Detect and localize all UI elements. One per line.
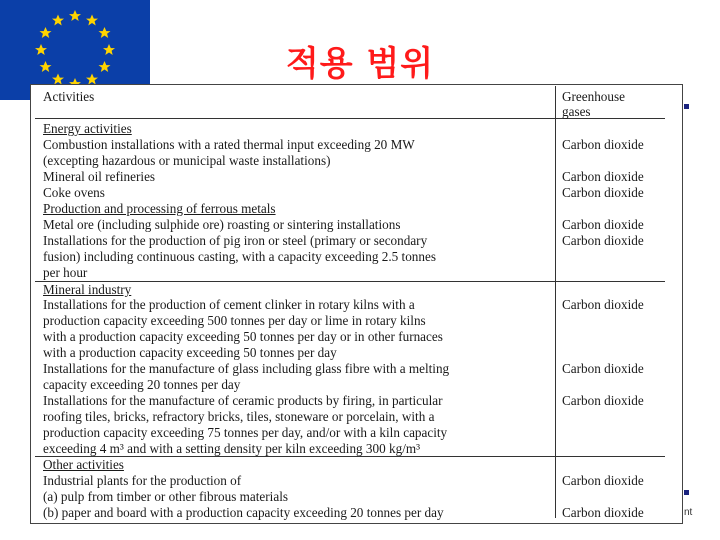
table-line: roofing tiles, bricks, refractory bricks, tiles, stoneware or porcelain, with a bbox=[43, 409, 435, 424]
bullet-icon bbox=[684, 104, 689, 109]
column-divider bbox=[555, 86, 556, 518]
gas-cell: Carbon dioxide bbox=[562, 217, 644, 232]
table-line: Installations for the production of cement clinker in rotary kilns with a bbox=[43, 297, 415, 312]
stray-text: nt bbox=[684, 507, 693, 518]
gas-cell: Carbon dioxide bbox=[562, 361, 644, 376]
header-activities: Activities bbox=[43, 89, 95, 104]
section-heading-energy: Energy activities bbox=[43, 121, 132, 136]
table-line: Installations for the production of pig iron or steel (primary or secondary bbox=[43, 233, 428, 248]
table-line: production capacity exceeding 75 tonnes per day, and/or with a kiln capacity bbox=[43, 425, 448, 440]
table-line: Installations for the manufacture of ceramic products by firing, in particular bbox=[43, 393, 443, 408]
table-line: Metal ore (including sulphide ore) roasting or sintering installations bbox=[43, 217, 401, 232]
gas-cell: Carbon dioxide bbox=[562, 169, 644, 184]
table-line: with a production capacity exceeding 50 tonnes per day or in other furnaces bbox=[43, 329, 443, 344]
subsection-heading-ferrous: Production and processing of ferrous metals bbox=[43, 201, 276, 216]
table-line: (b) paper and board with a production capacity exceeding 20 tonnes per day bbox=[43, 505, 444, 520]
gas-cell: Carbon dioxide bbox=[562, 233, 644, 248]
gas-cell: Carbon dioxide bbox=[562, 137, 644, 152]
gas-cell: Carbon dioxide bbox=[562, 185, 644, 200]
section-heading-mineral: Mineral industry bbox=[43, 282, 132, 297]
table-line: Mineral oil refineries bbox=[43, 169, 156, 184]
table-line: production capacity exceeding 500 tonnes per day or lime in rotary kilns bbox=[43, 313, 426, 328]
gas-cell: Carbon dioxide bbox=[562, 393, 644, 408]
bullet-icon bbox=[684, 490, 689, 495]
table-line: Combustion installations with a rated thermal input exceeding 20 MW bbox=[43, 137, 415, 152]
table-line: Coke ovens bbox=[43, 185, 105, 200]
table-line: Installations for the manufacture of glass including glass fibre with a melting bbox=[43, 361, 450, 376]
gas-cell: Carbon dioxide bbox=[562, 505, 644, 520]
table-line: Industrial plants for the production of bbox=[43, 473, 242, 488]
table-line: with a production capacity exceeding 50 tonnes per day bbox=[43, 345, 337, 360]
header-gases-line2: gases bbox=[562, 104, 591, 119]
gas-cell: Carbon dioxide bbox=[562, 473, 644, 488]
header-gases-line1: Greenhouse bbox=[562, 89, 625, 104]
table-line: exceeding 4 m³ and with a setting density per kiln exceeding 300 kg/m³ bbox=[43, 441, 421, 456]
table-line: (a) pulp from timber or other fibrous materials bbox=[43, 489, 288, 504]
table-line: per hour bbox=[43, 265, 88, 280]
table-line: (excepting hazardous or municipal waste installations) bbox=[43, 153, 331, 168]
page-title: 적용 범위 bbox=[285, 44, 435, 84]
table-line: fusion) including continuous casting, with a capacity exceeding 2.5 tonnes bbox=[43, 249, 436, 264]
table-line: capacity exceeding 20 tonnes per day bbox=[43, 377, 241, 392]
gas-cell: Carbon dioxide bbox=[562, 297, 644, 312]
section-heading-other: Other activities bbox=[43, 457, 124, 472]
